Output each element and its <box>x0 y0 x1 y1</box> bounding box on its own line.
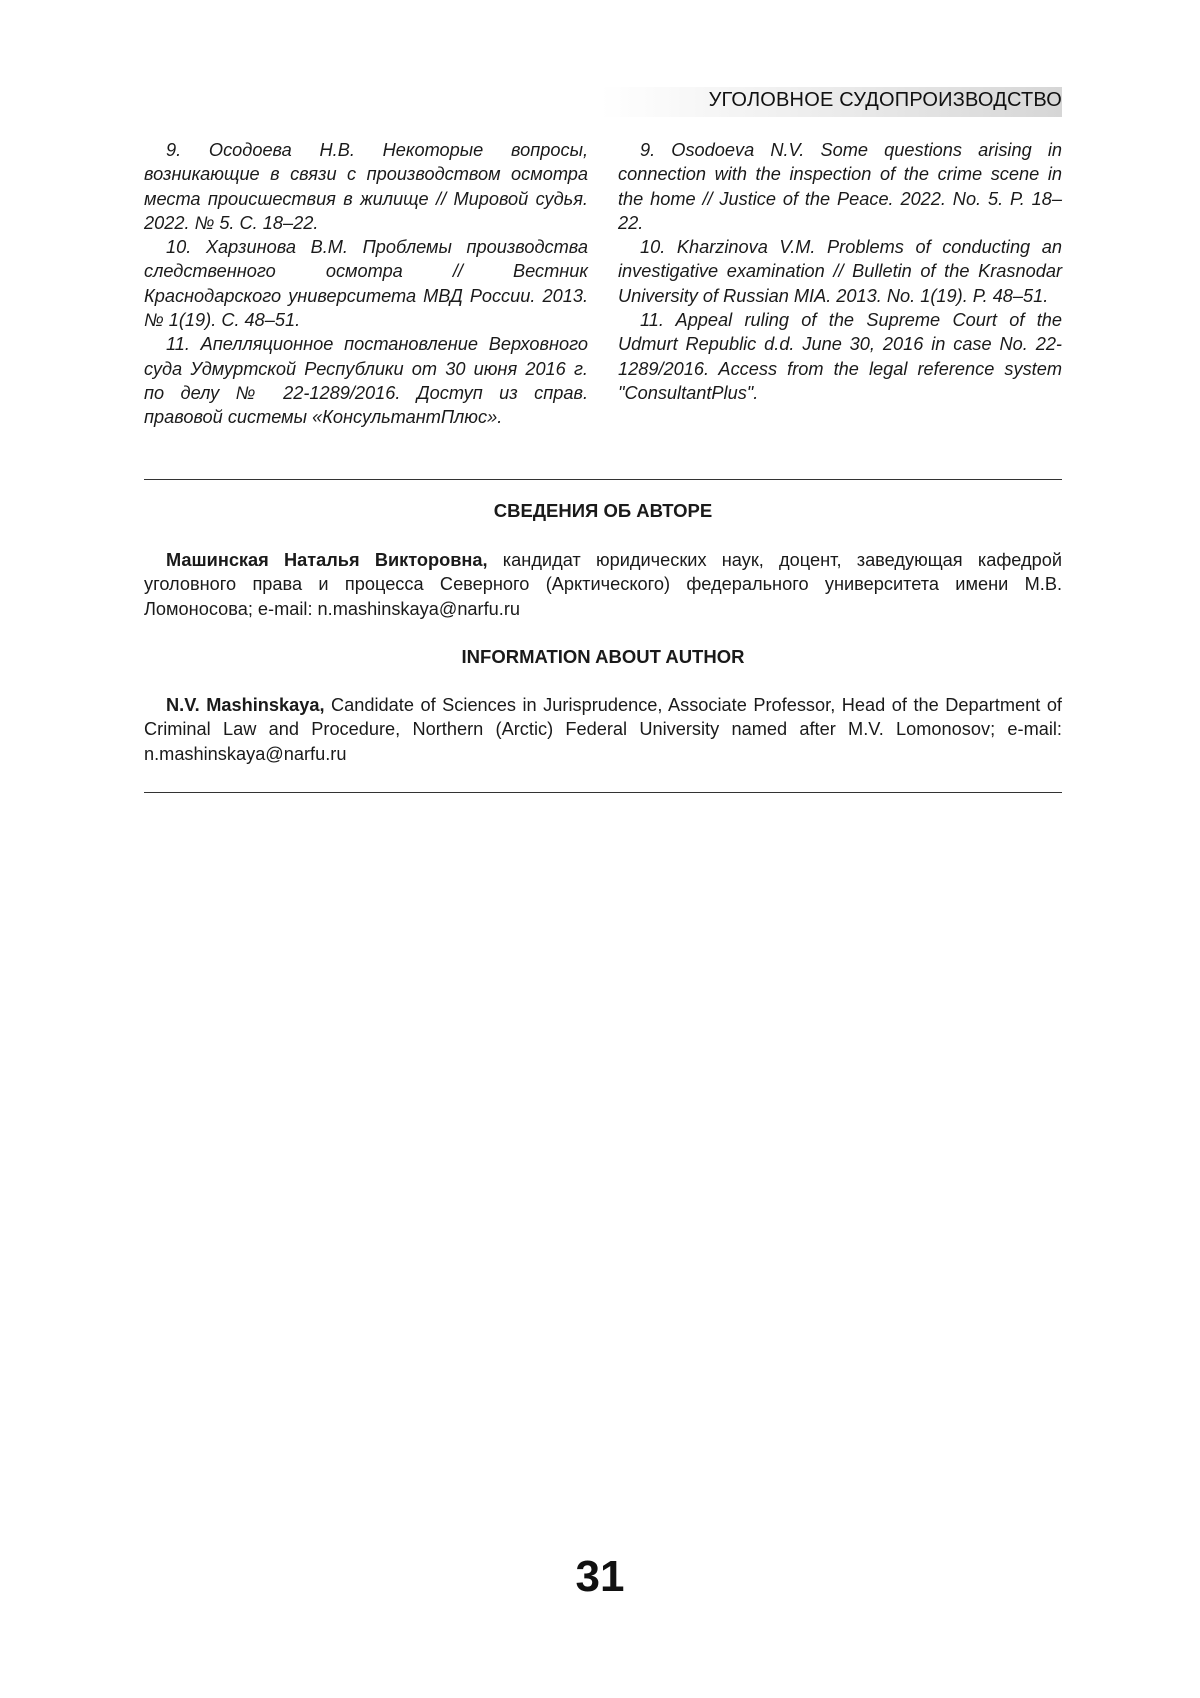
running-header: УГОЛОВНОЕ СУДОПРОИЗВОДСТВО <box>709 89 1062 112</box>
page-number: 31 <box>0 1552 1200 1602</box>
author-details-ru: кандидат юридических наук, доцент, заведующая кафедрой уголовного права и процесса Северного (Арктического) федерального университета имени М.В. Ломоносова; e-mail: n.mashinskaya@narfu.ru <box>144 550 1062 619</box>
reference-en-9: 9. Osodoeva N.V. Some questions arising in connection with the inspection of the crime scene in the home // Justice of the Peace. 2022. No. 5. P. 18–22. <box>618 138 1062 235</box>
author-name-ru: Машинская Наталья Викторовна, <box>166 550 488 570</box>
reference-ru-9: 9. Осодоева Н.В. Некоторые вопросы, возникающие в связи с производством осмотра места происшествия в жилище // Мировой судья. 2022. № 5. С. 18–22. <box>144 138 588 235</box>
references-en <box>618 138 1062 405</box>
divider-bottom <box>144 792 1062 793</box>
author-name-en: N.V. Mashinskaya, <box>166 695 325 715</box>
reference-ru-11: 11. Апелляционное постановление Верховного суда Удмуртской Республики от 30 июня 2016 г. по делу № 22-1289/2016. Доступ из справ. правовой системы «КонсультантПлюс». <box>144 332 588 429</box>
reference-en-10: 10. Kharzinova V.M. Problems of conducting an investigative examination // Bulletin of the Krasnodar University of Russian MIA. 2013. No. 1(19). P. 48–51. <box>618 235 1062 308</box>
author-details-en: Candidate of Sciences in Jurisprudence, Associate Professor, Head of the Department of Criminal Law and Procedure, Northern (Arctic) Federal University named after M.V. Lomonosov; e-mail: n.mashinskaya@narfu.ru <box>144 695 1062 764</box>
reference-ru-10: 10. Харзинова В.М. Проблемы производства следственного осмотра // Вестник Краснодарского университета МВД России. 2013. № 1(19). С. 48–51. <box>144 235 588 332</box>
divider-top <box>144 479 1062 480</box>
author-info-ru <box>144 548 1062 621</box>
references-ru <box>144 138 588 430</box>
author-info-title-ru: СВЕДЕНИЯ ОБ АВТОРЕ <box>144 500 1062 522</box>
author-info-title-en: INFORMATION ABOUT AUTHOR <box>144 646 1062 668</box>
reference-en-11: 11. Appeal ruling of the Supreme Court of the Udmurt Republic d.d. June 30, 2016 in case No. 22-1289/2016. Access from the legal reference system "ConsultantPlus". <box>618 308 1062 405</box>
author-info-en <box>144 693 1062 766</box>
